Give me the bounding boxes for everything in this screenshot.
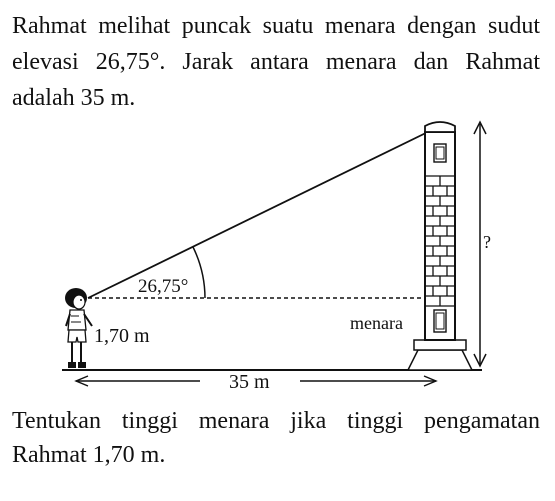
- distance-label: 35 m: [229, 371, 270, 393]
- line-of-sight: [88, 129, 434, 298]
- angle-arc: [193, 247, 205, 298]
- tower-label: menara: [350, 313, 403, 333]
- problem-statement: Rahmat melihat puncak suatu menara dengan sudut elevasi 26,75°. Jarak antara menara dan Rahmat adalah 35 m.: [12, 13, 540, 111]
- question-text: Tentukan tinggi menara jika tinggi pengamatan Rahmat 1,70 m.: [12, 408, 540, 468]
- angle-label: 26,75°: [138, 276, 189, 297]
- observer-figure: [65, 288, 92, 368]
- observer-height-label: 1,70 m: [94, 325, 150, 347]
- unknown-height-label: ?: [483, 232, 491, 252]
- tower: [408, 122, 472, 370]
